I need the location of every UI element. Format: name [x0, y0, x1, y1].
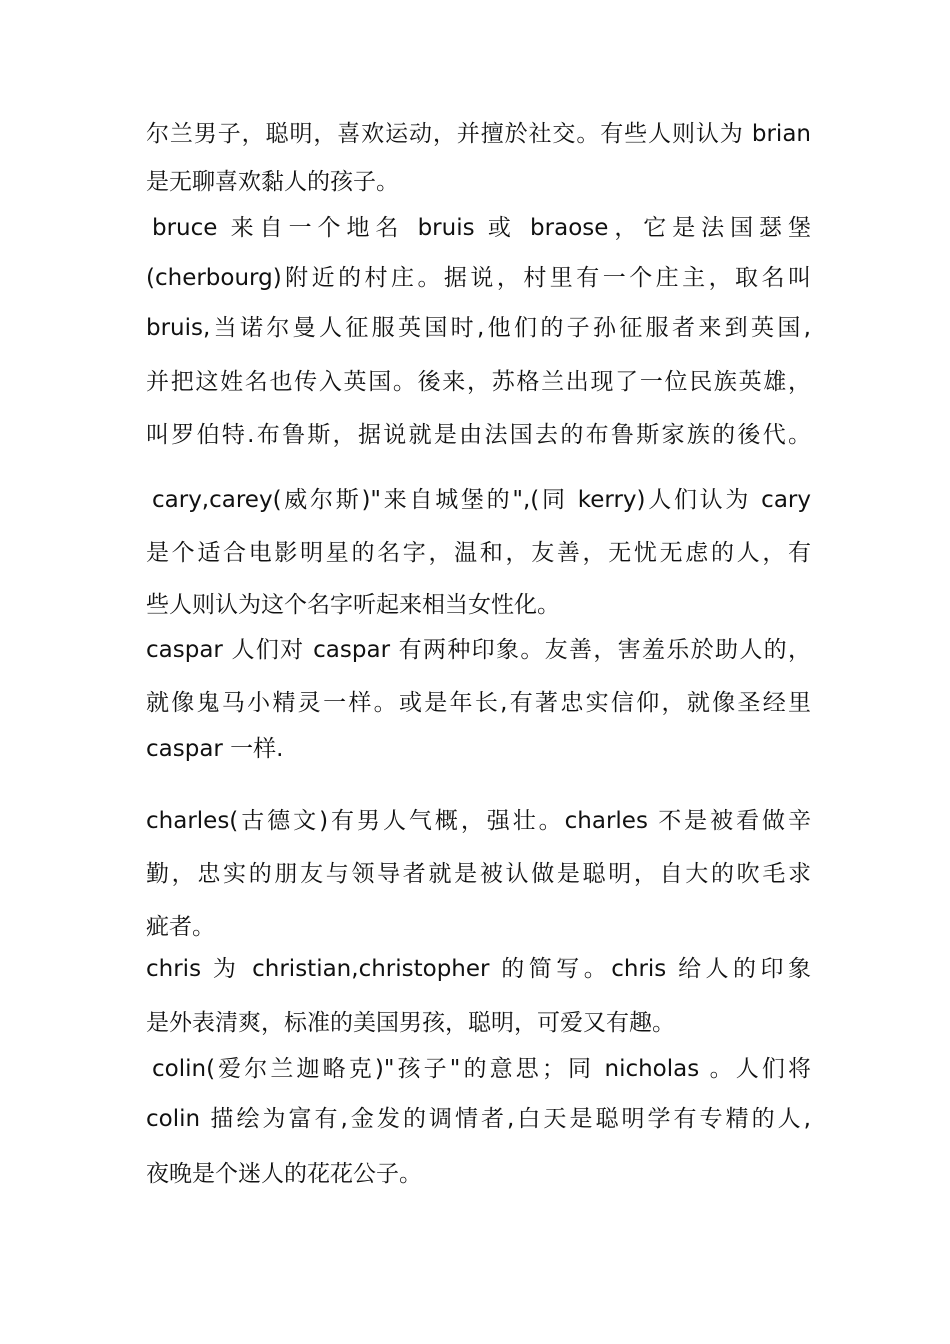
text-line-3: bruce 来自一个地名 bruis 或 braose，它是法国瑟堡	[152, 215, 811, 241]
text-line-21: 夜晚是个迷人的花花公子。	[146, 1161, 422, 1187]
text-line-13: caspar 一样.	[146, 736, 284, 762]
text-line-14: charles(古德文)有男人气概，强壮。charles 不是被看做辛	[146, 808, 811, 834]
text-line-12: 就像鬼马小精灵一样。或是年长,有著忠实信仰，就像圣经里	[146, 690, 811, 716]
text-line-19: colin(爱尔兰迦略克)"孩子"的意思；同 nicholas 。人们将	[152, 1056, 811, 1082]
text-line-8: cary,carey(威尔斯)"来自城堡的",(同 kerry)人们认为 cary	[152, 487, 811, 513]
text-line-16: 疵者。	[146, 914, 215, 940]
text-line-10: 些人则认为这个名字听起来相当女性化。	[146, 592, 560, 618]
text-line-18: 是外表清爽，标准的美国男孩，聪明，可爱又有趣。	[146, 1010, 675, 1036]
text-line-11: caspar 人们对 caspar 有两种印象。友善，害羞乐於助人的，	[146, 637, 811, 663]
text-line-9: 是个适合电影明星的名字，温和，友善，无忧无虑的人，有	[146, 540, 811, 566]
text-line-17: chris 为 christian,christopher 的简写。chris 给人的印象	[146, 956, 811, 982]
text-line-15: 勤，忠实的朋友与领导者就是被认做是聪明，自大的吹毛求	[146, 861, 811, 887]
text-line-20: colin 描绘为富有,金发的调情者,白天是聪明学有专精的人,	[146, 1106, 811, 1132]
text-line-2: 是无聊喜欢黏人的孩子。	[146, 169, 399, 195]
text-line-5: bruis,当诺尔曼人征服英国时,他们的子孙征服者来到英国,	[146, 315, 811, 341]
text-line-6: 并把这姓名也传入英国。後来，苏格兰出现了一位民族英雄，	[146, 369, 811, 395]
text-line-7: 叫罗伯特.布鲁斯，据说就是由法国去的布鲁斯家族的後代。	[146, 422, 811, 448]
text-line-1: 尔兰男子，聪明，喜欢运动，并擅於社交。有些人则认为 brian	[146, 121, 811, 147]
text-line-4: (cherbourg)附近的村庄。据说，村里有一个庄主，取名叫	[146, 265, 811, 291]
